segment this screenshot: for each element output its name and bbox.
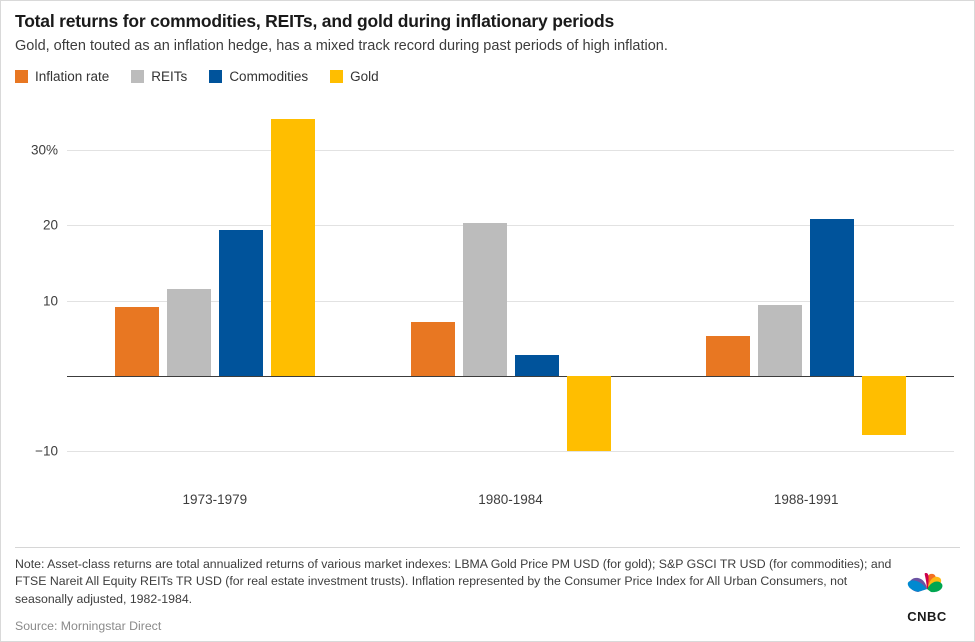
bar[interactable]: [167, 289, 211, 376]
cnbc-wordmark: CNBC: [907, 609, 947, 624]
bar-slot: [858, 98, 910, 470]
bars-container: [363, 98, 659, 470]
bar-slot: [215, 98, 267, 470]
bar[interactable]: [271, 119, 315, 376]
source-label: Source: Morningstar Direct: [15, 619, 162, 633]
legend-item[interactable]: [131, 69, 187, 84]
bar-group: [67, 98, 363, 507]
legend-swatch-icon: [15, 70, 28, 83]
bars-container: [658, 98, 954, 470]
bar[interactable]: [515, 355, 559, 375]
bar-slot: [702, 98, 754, 470]
x-axis-tick-label: 1973-1979: [182, 491, 248, 507]
legend-label: Inflation rate: [35, 68, 110, 84]
bar-slot: [111, 98, 163, 470]
legend-item[interactable]: [330, 69, 379, 84]
y-axis-tick-label: 30%: [30, 142, 58, 158]
bar[interactable]: [463, 223, 507, 376]
chart-legend: [1, 56, 974, 84]
legend-swatch-icon: [209, 70, 222, 83]
peacock-icon: [896, 573, 958, 603]
footnote: Note: Asset-class returns are total annualized returns of various market indexes: LBMA Gold Price PM USD (for gold); S&P GSCI TR USD (for commodities); and FTSE Nareit All Equity REITs TR USD (for real estate investment trusts). Inflation represented by the Consumer Price Index for All Urban Consumers, not seasonally adjusted, 1982-1984.: [15, 556, 892, 607]
bar[interactable]: [115, 307, 159, 375]
bar-slot: [163, 98, 215, 470]
bar-slot: [407, 98, 459, 470]
legend-item[interactable]: [209, 69, 308, 84]
legend-item[interactable]: [15, 69, 109, 84]
bar[interactable]: [567, 376, 611, 451]
bar[interactable]: [810, 219, 854, 376]
y-axis-tick-label: −10: [35, 443, 58, 459]
bar-groups: [67, 98, 954, 507]
bar[interactable]: [219, 230, 263, 376]
bars-container: [67, 98, 363, 470]
legend-swatch-icon: [330, 70, 343, 83]
bar-group: [658, 98, 954, 507]
y-axis-tick-label: 10: [42, 293, 58, 309]
legend-swatch-icon: [131, 70, 144, 83]
footer-divider: [15, 547, 960, 548]
x-axis-tick-label: 1988-1991: [773, 491, 839, 507]
bar-slot: [806, 98, 858, 470]
bar[interactable]: [706, 336, 750, 376]
x-axis-tick-label: 1980-1984: [478, 491, 543, 507]
chart-footer: [15, 547, 960, 633]
page-title: Total returns for commodities, REITs, and gold during inflationary periods: [15, 11, 615, 31]
plot-canvas: [30, 98, 954, 507]
legend-label: Commodities: [229, 68, 309, 84]
legend-label: Gold: [350, 68, 379, 84]
bar-slot: [754, 98, 806, 470]
bar[interactable]: [862, 376, 906, 435]
bar-slot: [563, 98, 615, 470]
legend-label: REITs: [151, 68, 188, 84]
bar-slot: [459, 98, 511, 470]
bar-group: [363, 98, 659, 507]
chart-header: [1, 1, 974, 56]
chart-subtitle: Gold, often touted as an inflation hedge, has a mixed track record during past periods of high inflation.: [15, 37, 668, 54]
cnbc-logo: [896, 573, 958, 624]
bar-slot: [511, 98, 563, 470]
y-axis-tick-label: 20: [42, 217, 58, 233]
bar-slot: [267, 98, 319, 470]
bar[interactable]: [758, 305, 802, 376]
plot-area: [15, 98, 960, 518]
bar[interactable]: [411, 322, 455, 375]
